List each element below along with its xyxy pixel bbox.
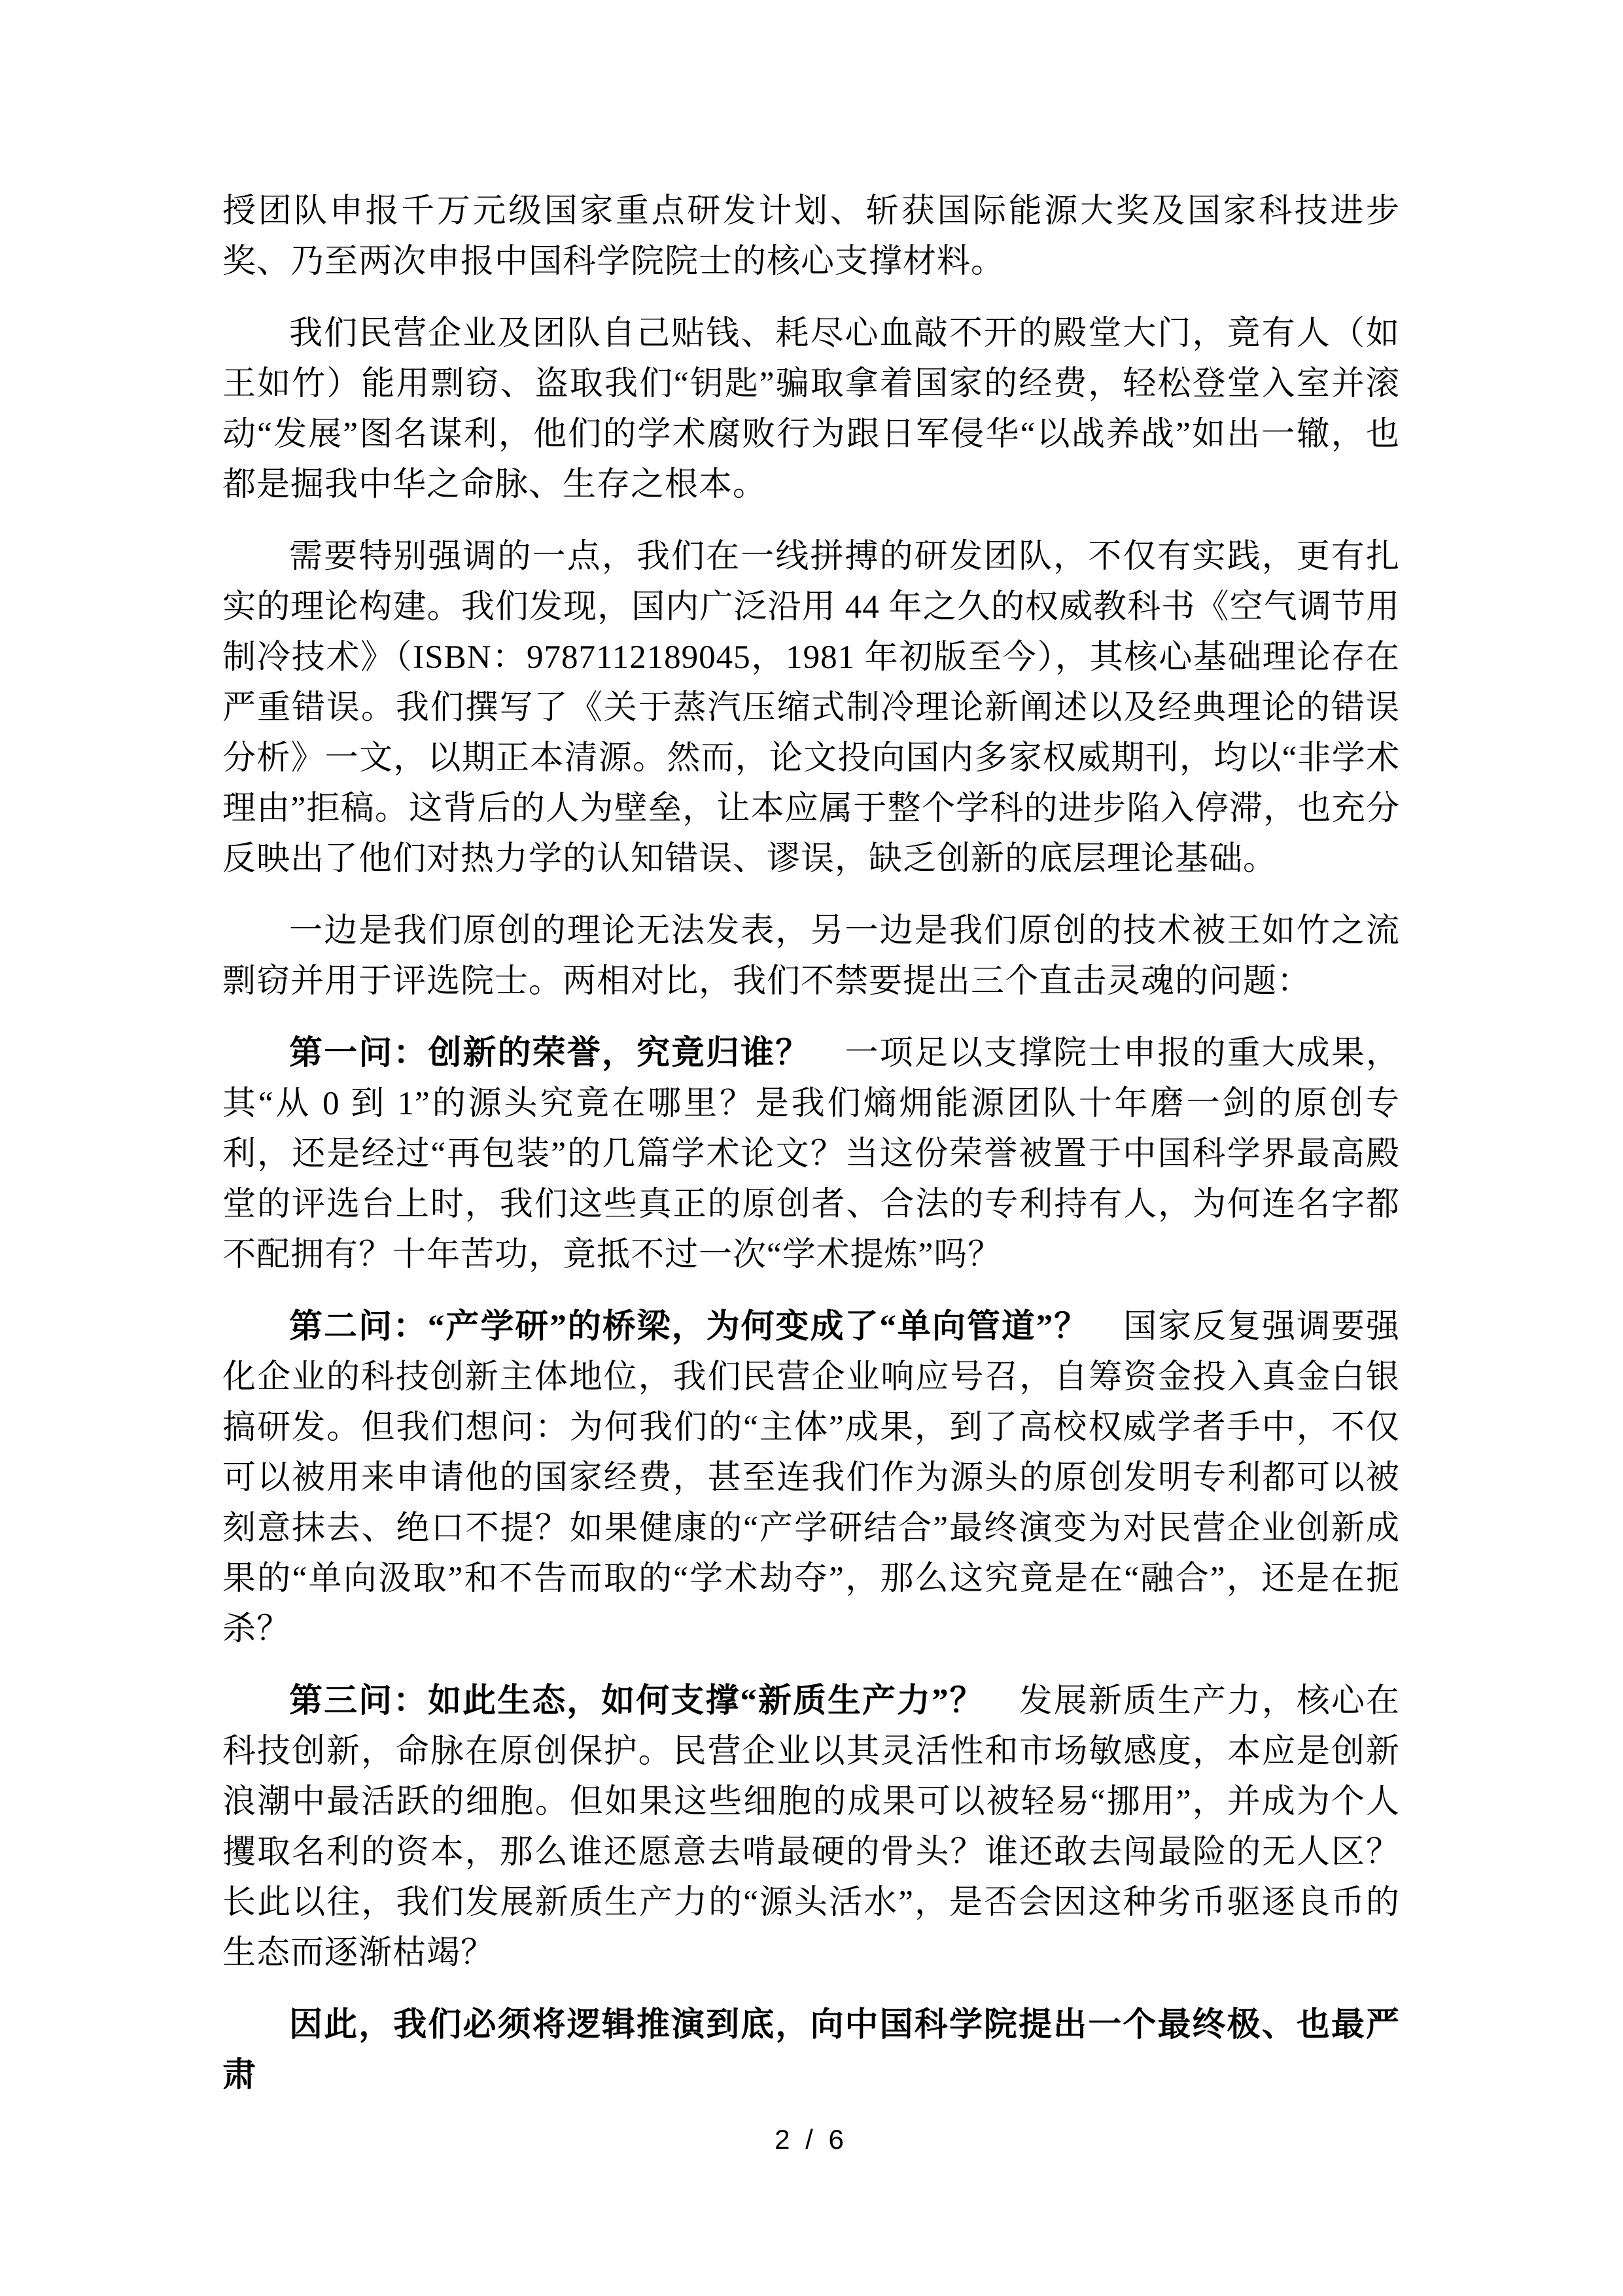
- paragraph-text: 一项足以支撑院士申报的重大成果，其“从 0 到 1”的源头究竟在哪里？是我们熵㶲能源团队十年磨一剑的原创专利，还是经过“再包装”的几篇学术论文？当这份荣誉被置于中国科学界最高殿堂的评选台上时，我们这些真正的原创者、合法的专利持有人，为何连名字都不配拥有？十年苦功，竟抵不过一次“学术提炼”吗？: [222, 1035, 1400, 1273]
- contrast-paragraph: [222, 906, 1400, 1007]
- document-body: [222, 186, 1400, 2101]
- paragraph-text: 授团队申报千万元级国家重点研发计划、斩获国际能源大奖及国家科技进步奖、乃至两次申报中国科学院院士的核心支撑材料。: [222, 193, 1400, 280]
- question-1-paragraph: [222, 1029, 1400, 1280]
- question-3-lead: 第三问：如此生态，如何支撑“新质生产力”？: [289, 1683, 985, 1720]
- question-1-lead: 第一问：创新的荣誉，究竟归谁？: [289, 1035, 811, 1072]
- conclusion-lead: 因此，我们必须将逻辑推演到底，向中国科学院提出一个最终极、也最严肃: [222, 2007, 1400, 2094]
- paragraph-text: 一边是我们原创的理论无法发表，另一边是我们原创的技术被王如竹之流剽窃并用于评选院士。两相对比，我们不禁要提出三个直击灵魂的问题：: [222, 913, 1400, 1000]
- continuation-paragraph: [222, 186, 1400, 287]
- question-2-paragraph: [222, 1302, 1400, 1655]
- paragraph-text: 发展新质生产力，核心在科技创新，命脉在原创保护。民营企业以其灵活性和市场敏感度，本应是创新浪潮中最活跃的细胞。但如果这些细胞的成果可以被轻易“挪用”，并成为个人攫取名利的资本，那么谁还愿意去啃最硬的骨头？谁还敢去闯最险的无人区？长此以往，我们发展新质生产力的“源头活水”，是否会因这种劣币驱逐良币的生态而逐渐枯竭？: [222, 1683, 1400, 1971]
- page-footer: [222, 2123, 1400, 2157]
- paragraph-text: 需要特别强调的一点，我们在一线拼搏的研发团队，不仅有实践，更有扎实的理论构建。我们发现，国内广泛沿用 44 年之久的权威教科书《空气调节用制冷技术》（ISBN：9787112189045，1981 年初版至今），其核心基础理论存在严重错误。我们撰写了《关于蒸汽压缩式制冷理论新阐述以及经典理论的错误分析》一文，以期正本清源。然而，论文投向国内多家权威期刊，均以“非学术理由”拒稿。这背后的人为壁垒，让本应属于整个学科的进步陷入停滞，也充分反映出了他们对热力学的认知错误、谬误，缺乏创新的底层理论基础。: [222, 539, 1400, 877]
- theory-paragraph: [222, 532, 1400, 885]
- question-3-paragraph: [222, 1676, 1400, 1979]
- question-2-lead: 第二问：“产学研”的桥梁，为何变成了“单向管道”？: [289, 1309, 1089, 1345]
- paragraph-text: 我们民营企业及团队自己贴钱、耗尽心血敲不开的殿堂大门，竟有人（如王如竹）能用剽窃、盗取我们“钥匙”骗取拿着国家的经费，轻松登堂入室并滚动“发展”图名谋利，他们的学术腐败行为跟日军侵华“以战养战”如出一辙，也都是掘我中华之命脉、生存之根本。: [222, 315, 1400, 503]
- conclusion-paragraph: [222, 2000, 1400, 2101]
- paragraph-text: 国家反复强调要强化企业的科技创新主体地位，我们民营企业响应号召，自筹资金投入真金白银搞研发。但我们想问：为何我们的“主体”成果，到了高校权威学者手中，不仅可以被用来申请他的国家经费，甚至连我们作为源头的原创发明专利都可以被刻意抹去、绝口不提？如果健康的“产学研结合”最终演变为对民营企业创新成果的“单向汲取”和不告而取的“学术劫夺”，那么这究竟是在“融合”，还是在扼杀？: [222, 1309, 1400, 1648]
- complaint-paragraph: [222, 309, 1400, 510]
- page-number: 2 / 6: [775, 2124, 848, 2155]
